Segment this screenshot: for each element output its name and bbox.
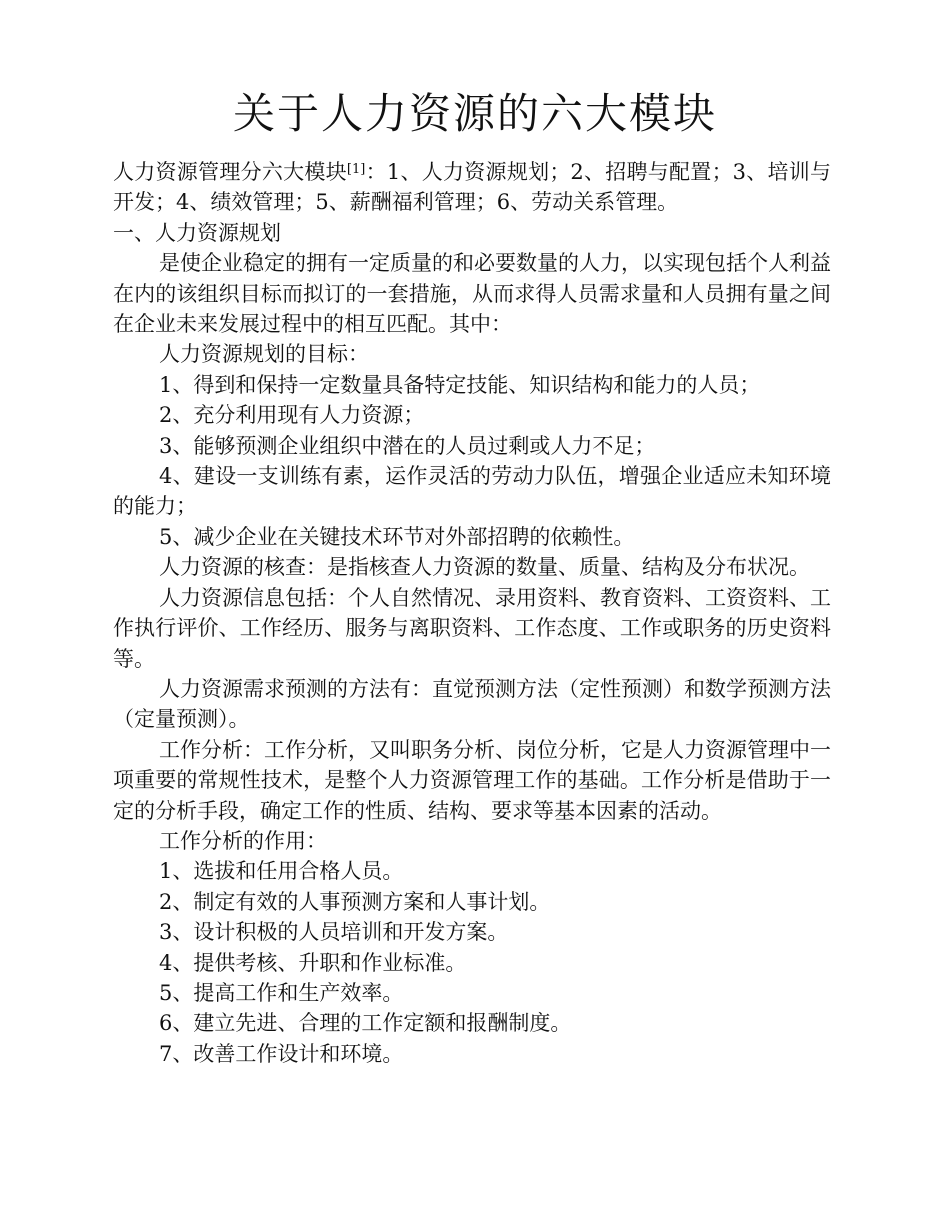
role-item-4: 4、提供考核、升职和作业标准。 <box>159 950 467 975</box>
footnote-reference: [1] <box>346 162 366 177</box>
goal-item-3: 3、能够预测企业组织中潜在的人员过剩或人力不足； <box>159 433 656 458</box>
paragraph-job-analysis: 工作分析：工作分析，又叫职务分析、岗位分析，它是人力资源管理中一项重要的常规性技术，是整个人力资源管理工作的基础。工作分析是借助于一定的分析手段，确定工作的性质、结构、要求等基本因素的活动。 <box>113 737 831 823</box>
paragraph-goals-heading: 人力资源规划的目标： <box>159 342 369 367</box>
document-title: 关于人力资源的六大模块 <box>232 89 717 138</box>
role-item-1: 1、选拔和任用合格人员。 <box>159 859 404 884</box>
paragraph-information: 人力资源信息包括：个人自然情况、录用资料、教育资料、工资资料、工作执行评价、工作经历、服务与离职资料、工作态度、工作或职务的历史资料等。 <box>113 585 831 671</box>
paragraph-job-analysis-roles: 工作分析的作用： <box>159 828 327 853</box>
role-item-7: 7、改善工作设计和环境。 <box>159 1041 404 1066</box>
goal-item-5: 5、减少企业在关键技术环节对外部招聘的依赖性。 <box>159 524 635 549</box>
paragraph-forecast-methods: 人力资源需求预测的方法有：直觉预测方法（定性预测）和数学预测方法（定量预测）。 <box>113 676 831 732</box>
intro-text-start: 人力资源管理分六大模块 <box>113 160 347 184</box>
intro-paragraph <box>113 157 831 218</box>
role-item-6: 6、建立先进、合理的工作定额和报酬制度。 <box>159 1011 572 1036</box>
role-item-2: 2、制定有效的人事预测方案和人事计划。 <box>159 889 551 914</box>
document-body <box>113 157 831 1069</box>
paragraph-verification: 人力资源的核查：是指核查人力资源的数量、质量、结构及分布状况。 <box>159 555 810 580</box>
intro-text-end: ：1、人力资源规划；2、招聘与配置；3、培训与开发；4、绩效管理；5、薪酬福利管理；6、劳动关系管理。 <box>113 160 831 215</box>
goal-item-1: 1、得到和保持一定数量具备特定技能、知识结构和能力的人员； <box>159 372 761 397</box>
role-item-5: 5、提高工作和生产效率。 <box>159 980 404 1005</box>
goal-item-2: 2、充分利用现有人力资源； <box>159 403 425 428</box>
role-item-3: 3、设计积极的人员培训和开发方案。 <box>159 920 509 945</box>
paragraph-definition: 是使企业稳定的拥有一定质量的和必要数量的人力，以实现包括个人利益在内的该组织目标而拟订的一套措施，从而求得人员需求量和人员拥有量之间在企业未来发展过程中的相互匹配。其中： <box>113 251 831 337</box>
goal-item-4: 4、建设一支训练有素，运作灵活的劳动力队伍，增强企业适应未知环境的能力； <box>113 464 831 519</box>
section-heading: 一、人力资源规划 <box>113 220 281 245</box>
